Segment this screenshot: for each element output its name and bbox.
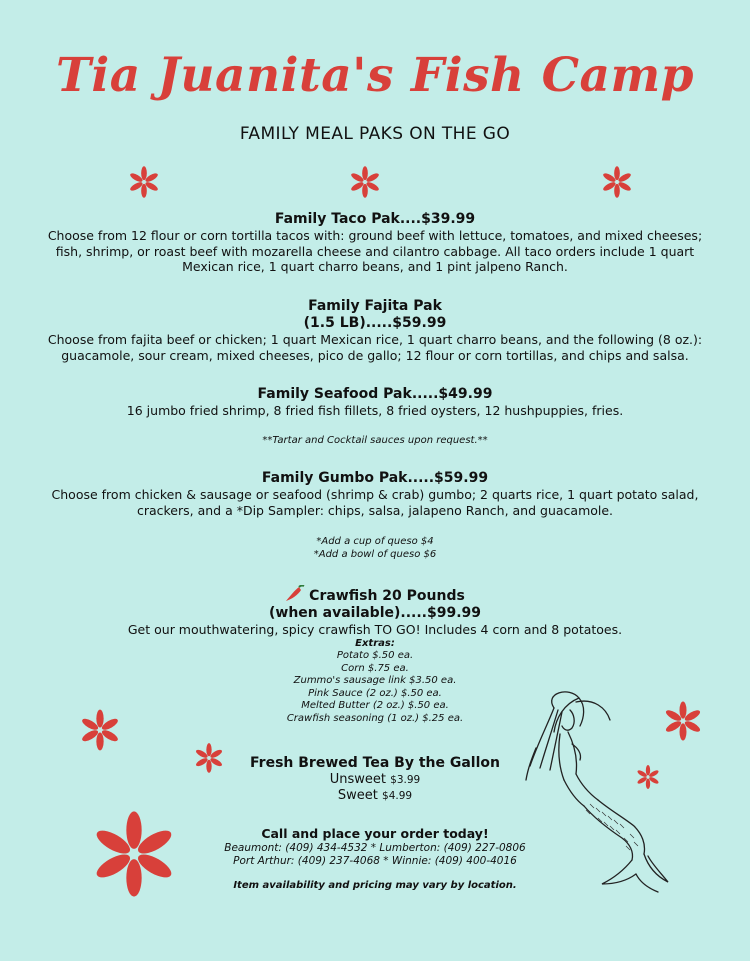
flower-icon	[348, 165, 382, 199]
queso-addon: *Add a bowl of queso $6	[313, 548, 437, 560]
taco-pak-heading: Family Taco Pak....$39.99	[274, 211, 476, 227]
extras-item: Pink Sauce (2 oz.) $.50 ea.	[308, 687, 442, 699]
taco-pak-description-line: Mexican rice, 1 quart charro beans, and 1 pint jalpeno Ranch.	[182, 259, 568, 274]
extras-item: Crawfish seasoning (1 oz.) $.25 ea.	[286, 712, 464, 724]
gumbo-pak-heading: Family Gumbo Pak.....$59.99	[261, 470, 489, 486]
gumbo-pak-description-line: Choose from chicken & sausage or seafood (shrimp & crab) gumbo; 2 quarts rice, 1 quart potato salad,	[51, 487, 699, 502]
gumbo-pak-section	[40, 470, 710, 518]
tea-heading: Fresh Brewed Tea By the Gallon	[250, 755, 500, 771]
contact-phones-line: Port Arthur: (409) 237-4068 * Winnie: (409) 400-4016	[233, 854, 517, 867]
tea-unsweet-price: $3.99	[390, 774, 421, 786]
fajita-pak-section	[40, 298, 710, 363]
extras-item: Corn $.75 ea.	[341, 662, 409, 674]
tea-sweet-price: $4.99	[382, 790, 413, 802]
sauce-note: **Tartar and Cocktail sauces upon request.**	[262, 435, 488, 446]
seafood-pak-description: 16 jumbo fried shrimp, 8 fried fish fillets, 8 fried oysters, 12 hushpuppies, fries.	[126, 403, 624, 418]
tea-sweet-label: Sweet	[337, 788, 378, 803]
fajita-pak-description-line: Choose from fajita beef or chicken; 1 quart Mexican rice, 1 quart charro beans, and the following (8 oz.):	[47, 332, 703, 347]
mermaid-illustration	[524, 688, 674, 898]
queso-addon: *Add a cup of queso $4	[316, 536, 434, 547]
extras-label: Extras:	[355, 637, 395, 649]
chili-pepper-icon	[285, 585, 305, 603]
contact-phones-line: Beaumont: (409) 434-4532 * Lumberton: (409) 227-0806	[224, 842, 526, 854]
queso-addons	[40, 536, 710, 561]
extras-item: Potato $.50 ea.	[336, 650, 414, 661]
contact-heading: Call and place your order today!	[261, 826, 489, 841]
tea-unsweet-label: Unsweet	[329, 772, 387, 787]
flower-icon	[600, 165, 634, 199]
crawfish-price: (when available).....$99.99	[268, 605, 482, 621]
taco-pak-section	[40, 211, 710, 275]
fajita-pak-price: (1.5 LB).....$59.99	[303, 315, 447, 331]
page-subtitle: FAMILY MEAL PAKS ON THE GO	[239, 124, 511, 144]
flower-icon	[127, 165, 161, 199]
fajita-pak-heading: Family Fajita Pak	[308, 298, 442, 314]
fajita-pak-description-line: guacamole, sour cream, mixed cheeses, pico de gallo; 12 flour or corn tortillas, and chips and salsa.	[61, 347, 689, 363]
restaurant-title: Tia Juanita's Fish Camp	[55, 48, 695, 103]
crawfish-heading: Crawfish 20 Pounds	[309, 588, 465, 604]
seafood-pak-heading: Family Seafood Pak.....$49.99	[257, 386, 493, 402]
taco-pak-description-line: fish, shrimp, or roast beef with mozarella cheese and cilantro cabbage. All taco orders include 1 quart	[55, 243, 695, 259]
availability-disclaimer: Item availability and pricing may vary by location.	[233, 880, 517, 891]
crawfish-description: Get our mouthwatering, spicy crawfish TO GO! Includes 4 corn and 8 potatoes.	[127, 622, 623, 637]
seafood-pak-section	[40, 386, 710, 419]
taco-pak-description-line: Choose from 12 flour or corn tortilla tacos with: ground beef with lettuce, tomatoes, and mixed cheeses;	[47, 228, 703, 243]
extras-item: Melted Butter (2 oz.) $.50 ea.	[301, 700, 449, 711]
extras-item: Zummo's sausage link $3.50 ea.	[293, 675, 457, 686]
gumbo-pak-description-line: crackers, and a *Dip Sampler: chips, salsa, jalapeno Ranch, and guacamole.	[136, 502, 614, 518]
